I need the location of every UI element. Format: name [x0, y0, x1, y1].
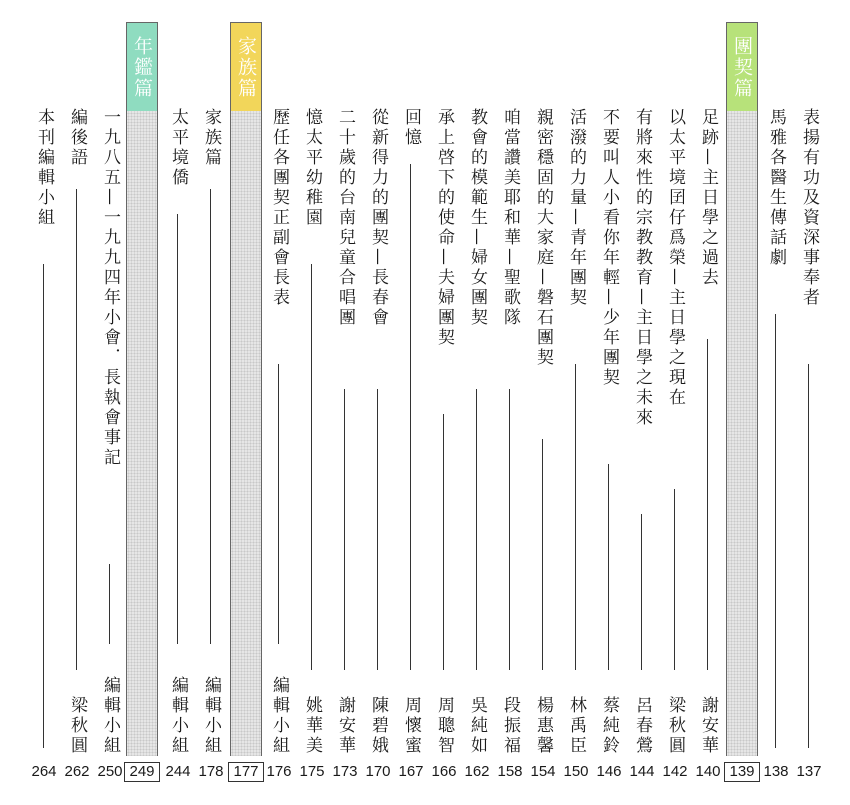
- leader-line: [109, 564, 110, 644]
- leader-line: [410, 164, 411, 670]
- entry-author: 編輯小組: [201, 676, 221, 756]
- section-band-jiazu: [230, 22, 262, 756]
- toc-entry[interactable]: [396, 108, 426, 756]
- entry-page-number: 162: [464, 763, 490, 780]
- toc-entry[interactable]: [660, 108, 690, 756]
- entry-page-number: 167: [398, 763, 424, 780]
- section-band-tuanqi: [726, 22, 758, 756]
- entry-page-number: 137: [796, 763, 822, 780]
- entry-page-number: 176: [266, 763, 292, 780]
- entry-author: 梁秋圓: [67, 696, 87, 756]
- entry-author: 周聰智: [434, 696, 454, 756]
- toc-entry[interactable]: [264, 108, 294, 756]
- entry-title: 歷任各團契正副會長表: [269, 108, 289, 308]
- leader-line: [808, 364, 809, 748]
- entry-page-number: 150: [563, 763, 589, 780]
- entry-author: 姚華美: [302, 696, 322, 756]
- entry-title: 教會的模範生—婦女團契: [467, 108, 487, 328]
- entry-page-number: 264: [31, 763, 57, 780]
- leader-line: [542, 439, 543, 670]
- entry-page-number: 142: [662, 763, 688, 780]
- entry-author: 蔡純鈴: [599, 696, 619, 756]
- toc-entry[interactable]: [495, 108, 525, 756]
- entry-author: 陳碧娥: [368, 696, 388, 756]
- toc-entry[interactable]: [297, 108, 327, 756]
- toc-entry[interactable]: [95, 108, 125, 756]
- toc-entry[interactable]: [761, 108, 791, 756]
- entry-title: 馬雅各醫生傳話劇: [766, 108, 786, 268]
- toc-entry[interactable]: [693, 108, 723, 756]
- toc-entry[interactable]: [330, 108, 360, 756]
- section-heading-nianjian: 年鑑篇: [126, 22, 158, 111]
- leader-line: [311, 264, 312, 670]
- leader-line: [674, 489, 675, 670]
- leader-line: [575, 364, 576, 670]
- entry-author: 林禹臣: [566, 696, 586, 756]
- section-page-number-nianjian: 249: [124, 762, 160, 782]
- entry-title: 以太平境囝仔爲榮—主日學之現在: [665, 108, 685, 408]
- entry-title: 本刊編輯小組: [34, 108, 54, 228]
- toc-entry[interactable]: [62, 108, 92, 756]
- entry-page-number: 244: [165, 763, 191, 780]
- section-heading-jiazu: 家族篇: [230, 22, 262, 111]
- entry-author: 呂春鶯: [632, 696, 652, 756]
- section-band-nianjian: [126, 22, 158, 756]
- toc-entry[interactable]: [528, 108, 558, 756]
- section-page-number-jiazu: 177: [228, 762, 264, 782]
- entry-title: 活潑的力量—青年團契: [566, 108, 586, 308]
- toc-entry[interactable]: [429, 108, 459, 756]
- leader-line: [43, 264, 44, 748]
- leader-line: [377, 389, 378, 670]
- entry-title: 回憶: [401, 108, 421, 148]
- toc-entry[interactable]: [29, 108, 59, 756]
- leader-line: [608, 464, 609, 670]
- entry-page-number: 144: [629, 763, 655, 780]
- entry-title: 二十歲的台南兒童合唱團: [335, 108, 355, 328]
- toc-entry[interactable]: [462, 108, 492, 756]
- entry-page-number: 250: [97, 763, 123, 780]
- entry-page-number: 173: [332, 763, 358, 780]
- entry-title: 足跡—主日學之過去: [698, 108, 718, 288]
- section-page-number-tuanqi: 139: [724, 762, 760, 782]
- entry-author: 編輯小組: [168, 676, 188, 756]
- entry-title: 編後語: [67, 108, 87, 168]
- toc-entry[interactable]: [196, 108, 226, 756]
- entry-author: 編輯小組: [100, 676, 120, 756]
- entry-title: 咱當讚美耶和華—聖歌隊: [500, 108, 520, 328]
- entry-page-number: 175: [299, 763, 325, 780]
- entry-title: 家族篇: [201, 108, 221, 168]
- entry-page-number: 170: [365, 763, 391, 780]
- leader-line: [641, 514, 642, 670]
- entry-author: 謝安華: [335, 696, 355, 756]
- entry-page-number: 146: [596, 763, 622, 780]
- toc-entry[interactable]: [363, 108, 393, 756]
- leader-line: [210, 189, 211, 644]
- toc-entry[interactable]: [163, 108, 193, 756]
- entry-author: 楊惠馨: [533, 696, 553, 756]
- entry-title: 一九八五—一九九四年小會．長執會事記: [100, 108, 120, 468]
- toc-entry[interactable]: [561, 108, 591, 756]
- entry-author: 段振福: [500, 696, 520, 756]
- entry-title: 憶太平幼稚園: [302, 108, 322, 228]
- toc-entry[interactable]: [794, 108, 824, 756]
- leader-line: [476, 389, 477, 670]
- entry-title: 從新得力的團契—長春會: [368, 108, 388, 328]
- leader-line: [509, 389, 510, 670]
- toc-entry[interactable]: [627, 108, 657, 756]
- entry-page-number: 178: [198, 763, 224, 780]
- entry-title: 表揚有功及資深事奉者: [799, 108, 819, 308]
- leader-line: [76, 189, 77, 670]
- entry-page-number: 138: [763, 763, 789, 780]
- entry-page-number: 158: [497, 763, 523, 780]
- entry-page-number: 140: [695, 763, 721, 780]
- leader-line: [177, 214, 178, 644]
- entry-page-number: 154: [530, 763, 556, 780]
- entry-author: 梁秋圓: [665, 696, 685, 756]
- leader-line: [443, 414, 444, 670]
- leader-line: [707, 339, 708, 670]
- section-heading-tuanqi: 團契篇: [726, 22, 758, 111]
- toc-entry[interactable]: [594, 108, 624, 756]
- leader-line: [278, 364, 279, 644]
- entry-author: 謝安華: [698, 696, 718, 756]
- entry-title: 承上啓下的使命—夫婦團契: [434, 108, 454, 348]
- entry-title: 親密穩固的大家庭—磐石團契: [533, 108, 553, 368]
- entry-page-number: 262: [64, 763, 90, 780]
- entry-title: 太平境僑: [168, 108, 188, 188]
- entry-page-number: 166: [431, 763, 457, 780]
- entry-title: 有將來性的宗教教育—主日學之未來: [632, 108, 652, 428]
- entry-author: 吳純如: [467, 696, 487, 756]
- leader-line: [775, 314, 776, 748]
- entry-title: 不要叫人小看你年輕—少年團契: [599, 108, 619, 388]
- leader-line: [344, 389, 345, 670]
- entry-author: 編輯小組: [269, 676, 289, 756]
- entry-author: 周懷蜜: [401, 696, 421, 756]
